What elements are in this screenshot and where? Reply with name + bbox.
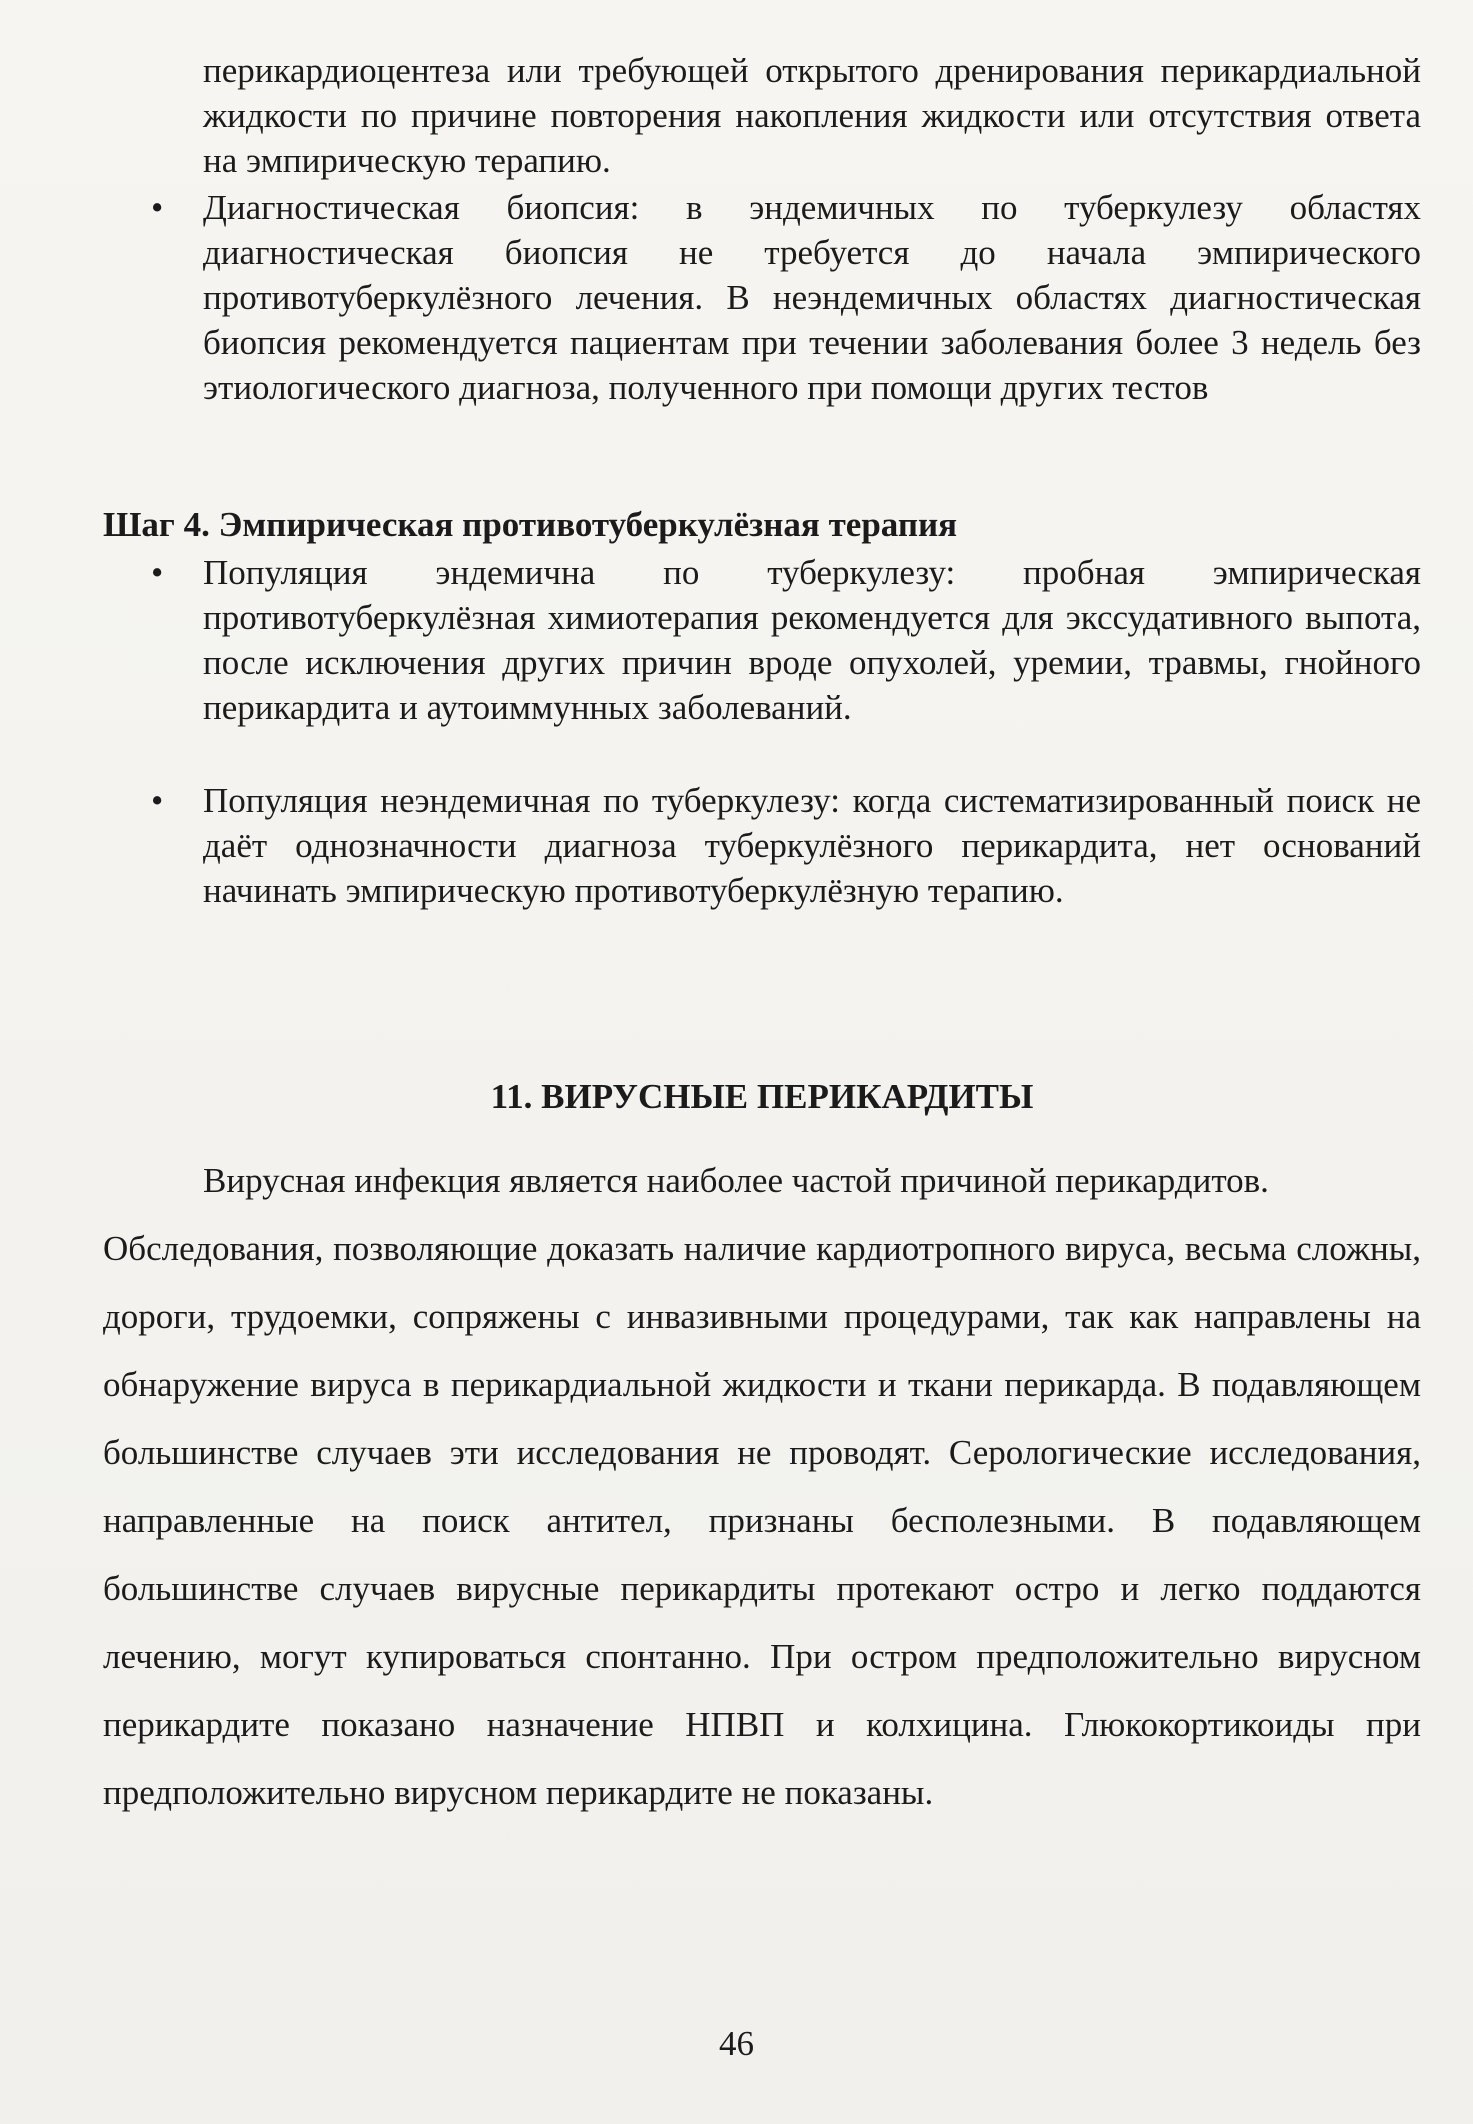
section-body-text: Обследования, позволяющие доказать наличие кардиотропного вируса, весьма сложны, дороги, трудоемки, сопряжены с инвазивными процедурами, так как направлены на обнаружение вируса в перикардиальной жидкости и ткани перикарда. В подавляющем большинстве случаев эти исследования не проводят. Серологические исследования, направленные на поиск антител, признаны бесполезными. В подавляющем большинстве случаев вирусные перикардиты протекают остро и легко поддаются лечению, могут купироваться спонтанно. При остром предположительно вирусном перикардите показано назначение НПВП и колхицина. Глюкокортикоиды при предположительно вирусном перикардите не показаны.: [103, 1229, 1421, 1812]
biopsy-bullet-block: [103, 185, 1421, 410]
section-body-block: [103, 1215, 1421, 1827]
step4-heading-block: [103, 502, 1421, 547]
step4-bullet-1-block: [103, 550, 1421, 730]
page-number: 46: [719, 2024, 754, 2063]
step4-bullet-2: • Популяция неэндемичная по туберкулезу: когда систематизированный поиск не даёт однозначности диагноза туберкулёзного перикардита, нет оснований начинать эмпирическую противотуберкулёзную терапию.: [103, 778, 1421, 913]
biopsy-bullet-text: • Диагностическая биопсия: в эндемичных по туберкулезу областях диагностическая биопсия не требуется до начала эмпирического противотуберкулёзного лечения. В неэндемичных областях диагностическая биопсия рекомендуется пациентам при течении заболевания более 3 недель без этиологического диагноза, полученного при помощи других тестов: [103, 185, 1421, 410]
intro-continuation-block: [103, 48, 1421, 183]
step4-bullet-1: • Популяция эндемична по туберкулезу: пробная эмпирическая противотуберкулёзная химиотерапия рекомендуется для экссудативного выпота, после исключения других причин вроде опухолей, уремии, травмы, гнойного перикардита и аутоиммунных заболеваний.: [103, 550, 1421, 730]
step4-heading: Шаг 4. Эмпирическая противотуберкулёзная терапия: [103, 505, 958, 544]
section-lead-block: [103, 1158, 1421, 1203]
section-lead-text: Вирусная инфекция является наиболее частой причиной перикардитов.: [203, 1161, 1269, 1200]
section-title: 11. ВИРУСНЫЕ ПЕРИКАРДИТЫ: [490, 1077, 1034, 1116]
section-title-block: [103, 1074, 1421, 1119]
step4-bullet-2-block: [103, 778, 1421, 913]
intro-continuation-text: перикардиоцентеза или требующей открытого дренирования перикардиальной жидкости по причине повторения накопления жидкости или отсутствия ответа на эмпирическую терапию.: [203, 51, 1421, 180]
